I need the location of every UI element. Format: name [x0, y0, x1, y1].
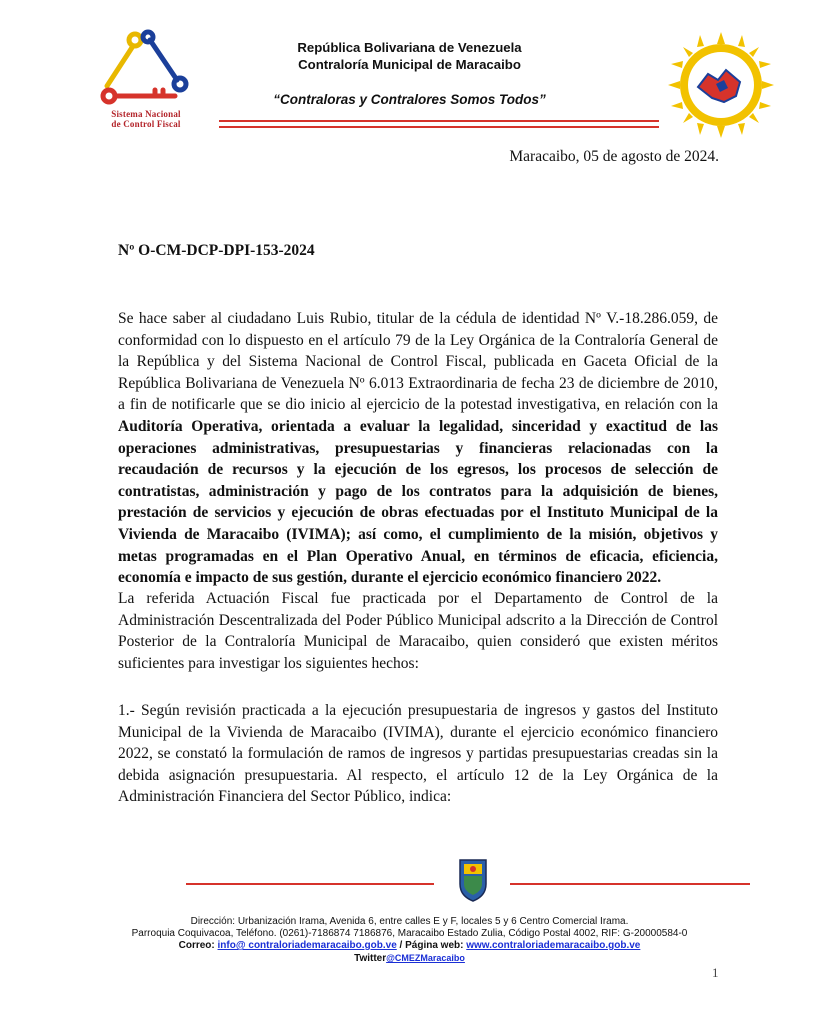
footer-web-link[interactable]: www.contraloriademaracaibo.gob.ve	[466, 940, 641, 951]
footer-address: Dirección: Urbanización Irama, Avenida 6, entre calles E y F, locales 5 y 6 Centro Comercial Irama.	[190, 916, 629, 927]
paragraph-fiscal-action: La referida Actuación Fiscal fue practicada por el Departamento de Control de la Administración Descentralizada del Poder Público Municipal adscrito a la Dirección de Control Posterior de la Contraloría Municipal de Maracaibo, quien consideró que existen méritos suficientes para investigar los siguientes hechos:	[118, 590, 718, 672]
page-number: 1	[712, 965, 719, 980]
header-slogan: “Contraloras y Contralores Somos Todos”	[273, 92, 546, 107]
footer-web-label: / Página web:	[396, 940, 467, 951]
footer-phones: Parroquia Coquivacoa, Teléfono. (0261)-7186874 7186876, Maracaibo Estado Zulia, Código Postal 4002, RIF: G-20000584-0	[131, 928, 688, 939]
header-rule-top	[219, 120, 659, 122]
footer-contact	[0, 940, 819, 952]
sun-map-seal-icon	[668, 32, 774, 138]
left-logo-caption-1: Sistema Nacional	[111, 109, 181, 119]
header-country: República Bolivariana de Venezuela	[297, 40, 522, 55]
footer-email-link[interactable]: info@ contraloriademaracaibo.gob.ve	[217, 940, 397, 951]
footer-rule-left	[186, 883, 434, 885]
paragraph-notification-bold: Auditoría Operativa, orientada a evaluar la legalidad, sinceridad y exactitud de las operaciones administrativas, presupuestarias y financieras relacionadas con la recaudación de recursos y la ejecución de los egresos, los procesos de selección de contratistas, administración y pago de los contratos para la adquisición de bienes, prestación de servicios y ejecución de obras efectuadas por el Instituto Municipal de la Vivienda de Maracaibo (IVIMA); así como, el cumplimiento de la misión, objetivos y metas programadas en el Plan Operativo Anual, en términos de eficacia, eficiencia, economía e impacto de sus gestión, durante el ejercicio económico financiero 2022.	[118, 417, 718, 587]
paragraph-notification	[118, 308, 718, 589]
paragraph-fact-1: 1.- Según revisión practicada a la ejecución presupuestaria de ingresos y gastos del Instituto Municipal de la Vivienda de Maracaibo (IVIMA), durante el ejercicio económico financiero 2022, se constató la formulación de ramos de ingresos y partidas presupuestarias creadas sin la debida asignación presupuestaria. Al respecto, el artículo 12 de la Ley Orgánica de la Administración Financiera del Sector Público, indica:	[118, 702, 718, 806]
right-logo	[668, 32, 774, 138]
header-rule-bottom	[219, 126, 659, 128]
header-institution: Contraloría Municipal de Maracaibo	[298, 57, 521, 72]
maracaibo-coat-of-arms-icon	[456, 858, 490, 902]
left-logo-caption-2: de Control Fiscal	[111, 119, 181, 129]
footer-twitter-link[interactable]: @CMEZMaracaibo	[386, 953, 465, 963]
footer-twitter-label: Twitter	[354, 953, 387, 964]
footer-twitter	[0, 952, 819, 965]
footer-email-label: Correo:	[178, 940, 218, 951]
document-reference: Nº O-CM-DCP-DPI-153-2024	[118, 242, 315, 259]
footer-rule-right	[510, 883, 750, 885]
document-date: Maracaibo, 05 de agosto de 2024.	[509, 148, 719, 165]
paragraph-notification-text: Se hace saber al ciudadano Luis Rubio, titular de la cédula de identidad Nº V.-18.286.059, de conformidad con lo dispuesto en el artículo 79 de la Ley Orgánica de la Contraloría General de la República y del Sistema Nacional de Control Fiscal, publicada en Gaceta Oficial de la República Bolivariana de Venezuela Nº 6.013 Extraordinaria de fecha 23 de diciembre de 2010, a fin de notificarle que se dio inicio al ejercicio de la potestad investigativa, en relación con la	[118, 310, 718, 414]
